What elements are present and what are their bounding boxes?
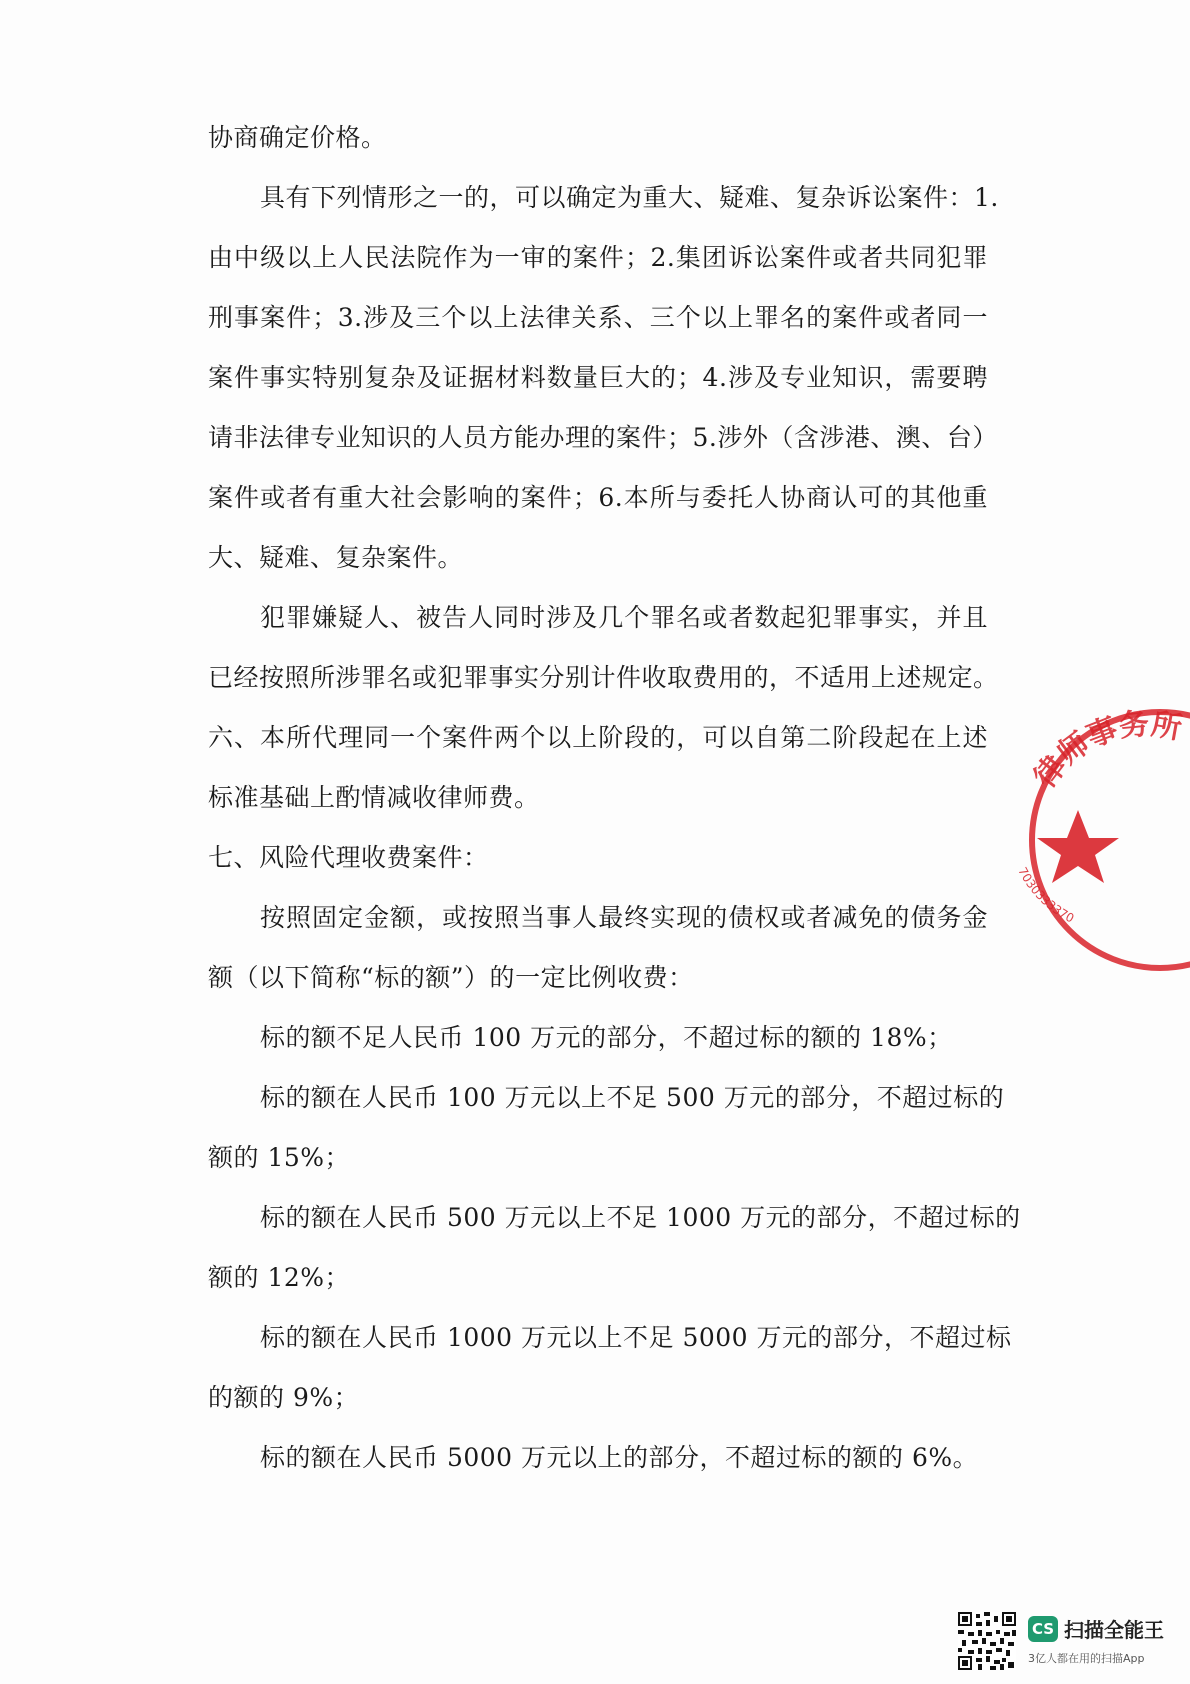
scanner-watermark xyxy=(958,1612,1183,1674)
red-seal-stamp xyxy=(1010,700,1190,980)
text-line: 额的 12%； xyxy=(208,1263,351,1292)
text-line: 犯罪嫌疑人、被告人同时涉及几个罪名或者数起犯罪事实，并且 xyxy=(260,603,988,632)
text-line: 额（以下简称“标的额”）的一定比例收费： xyxy=(208,963,694,992)
text-line: 六、本所代理同一个案件两个以上阶段的，可以自第二阶段起在上述 xyxy=(208,723,988,752)
text-line: 标的额在人民币 500 万元以上不足 1000 万元的部分，不超过标的 xyxy=(260,1203,1021,1232)
text-line: 协商确定价格。 xyxy=(208,123,387,152)
text-line: 标准基础上酌情减收律师费。 xyxy=(208,783,540,812)
text-line: 标的额不足人民币 100 万元的部分，不超过标的额的 18%； xyxy=(260,1023,953,1052)
text-line: 按照固定金额，或按照当事人最终实现的债权或者减免的债务金 xyxy=(260,903,988,932)
text-line: 具有下列情形之一的，可以确定为重大、疑难、复杂诉讼案件：1. xyxy=(260,183,999,212)
text-line: 七、风险代理收费案件： xyxy=(208,843,489,872)
text-line: 大、疑难、复杂案件。 xyxy=(208,543,464,572)
text-line: 案件或者有重大社会影响的案件；6.本所与委托人协商认可的其他重 xyxy=(208,483,988,512)
text-line: 已经按照所涉罪名或犯罪事实分别计件收取费用的，不适用上述规定。 xyxy=(208,663,999,692)
seal-star-icon xyxy=(1037,810,1119,883)
text-line: 标的额在人民币 5000 万元以上的部分，不超过标的额的 6%。 xyxy=(260,1443,979,1472)
svg-text:律师事务所 xyxy=(1028,707,1185,795)
text-line: 额的 15%； xyxy=(208,1143,351,1172)
seal-bottom-text: 7030333370 xyxy=(1015,864,1077,926)
svg-text:7030333370 xyxy=(1015,865,1076,926)
text-line: 刑事案件；3.涉及三个以上法律关系、三个以上罪名的案件或者同一 xyxy=(208,303,988,332)
text-line: 请非法律专业知识的人员方能办理的案件；5.涉外（含涉港、澳、台） xyxy=(208,423,998,452)
camscanner-logo-icon: CS xyxy=(1028,1616,1058,1642)
text-line: 标的额在人民币 100 万元以上不足 500 万元的部分，不超过标的 xyxy=(260,1083,1005,1112)
brand-name: 扫描全能王 xyxy=(1064,1618,1164,1642)
seal-top-text: 律师事务所 xyxy=(1027,706,1185,795)
text-line: 的额的 9%； xyxy=(208,1383,360,1412)
document-body xyxy=(208,108,1021,1488)
text-line: 案件事实特别复杂及证据材料数量巨大的；4.涉及专业知识，需要聘 xyxy=(208,363,988,392)
brand-tagline: 3亿人都在用的扫描App xyxy=(1028,1652,1145,1665)
text-line: 标的额在人民币 1000 万元以上不足 5000 万元的部分，不超过标 xyxy=(260,1323,1012,1352)
text-line: 由中级以上人民法院作为一审的案件；2.集团诉讼案件或者共同犯罪 xyxy=(208,243,988,272)
qr-code-icon xyxy=(958,1612,1016,1670)
